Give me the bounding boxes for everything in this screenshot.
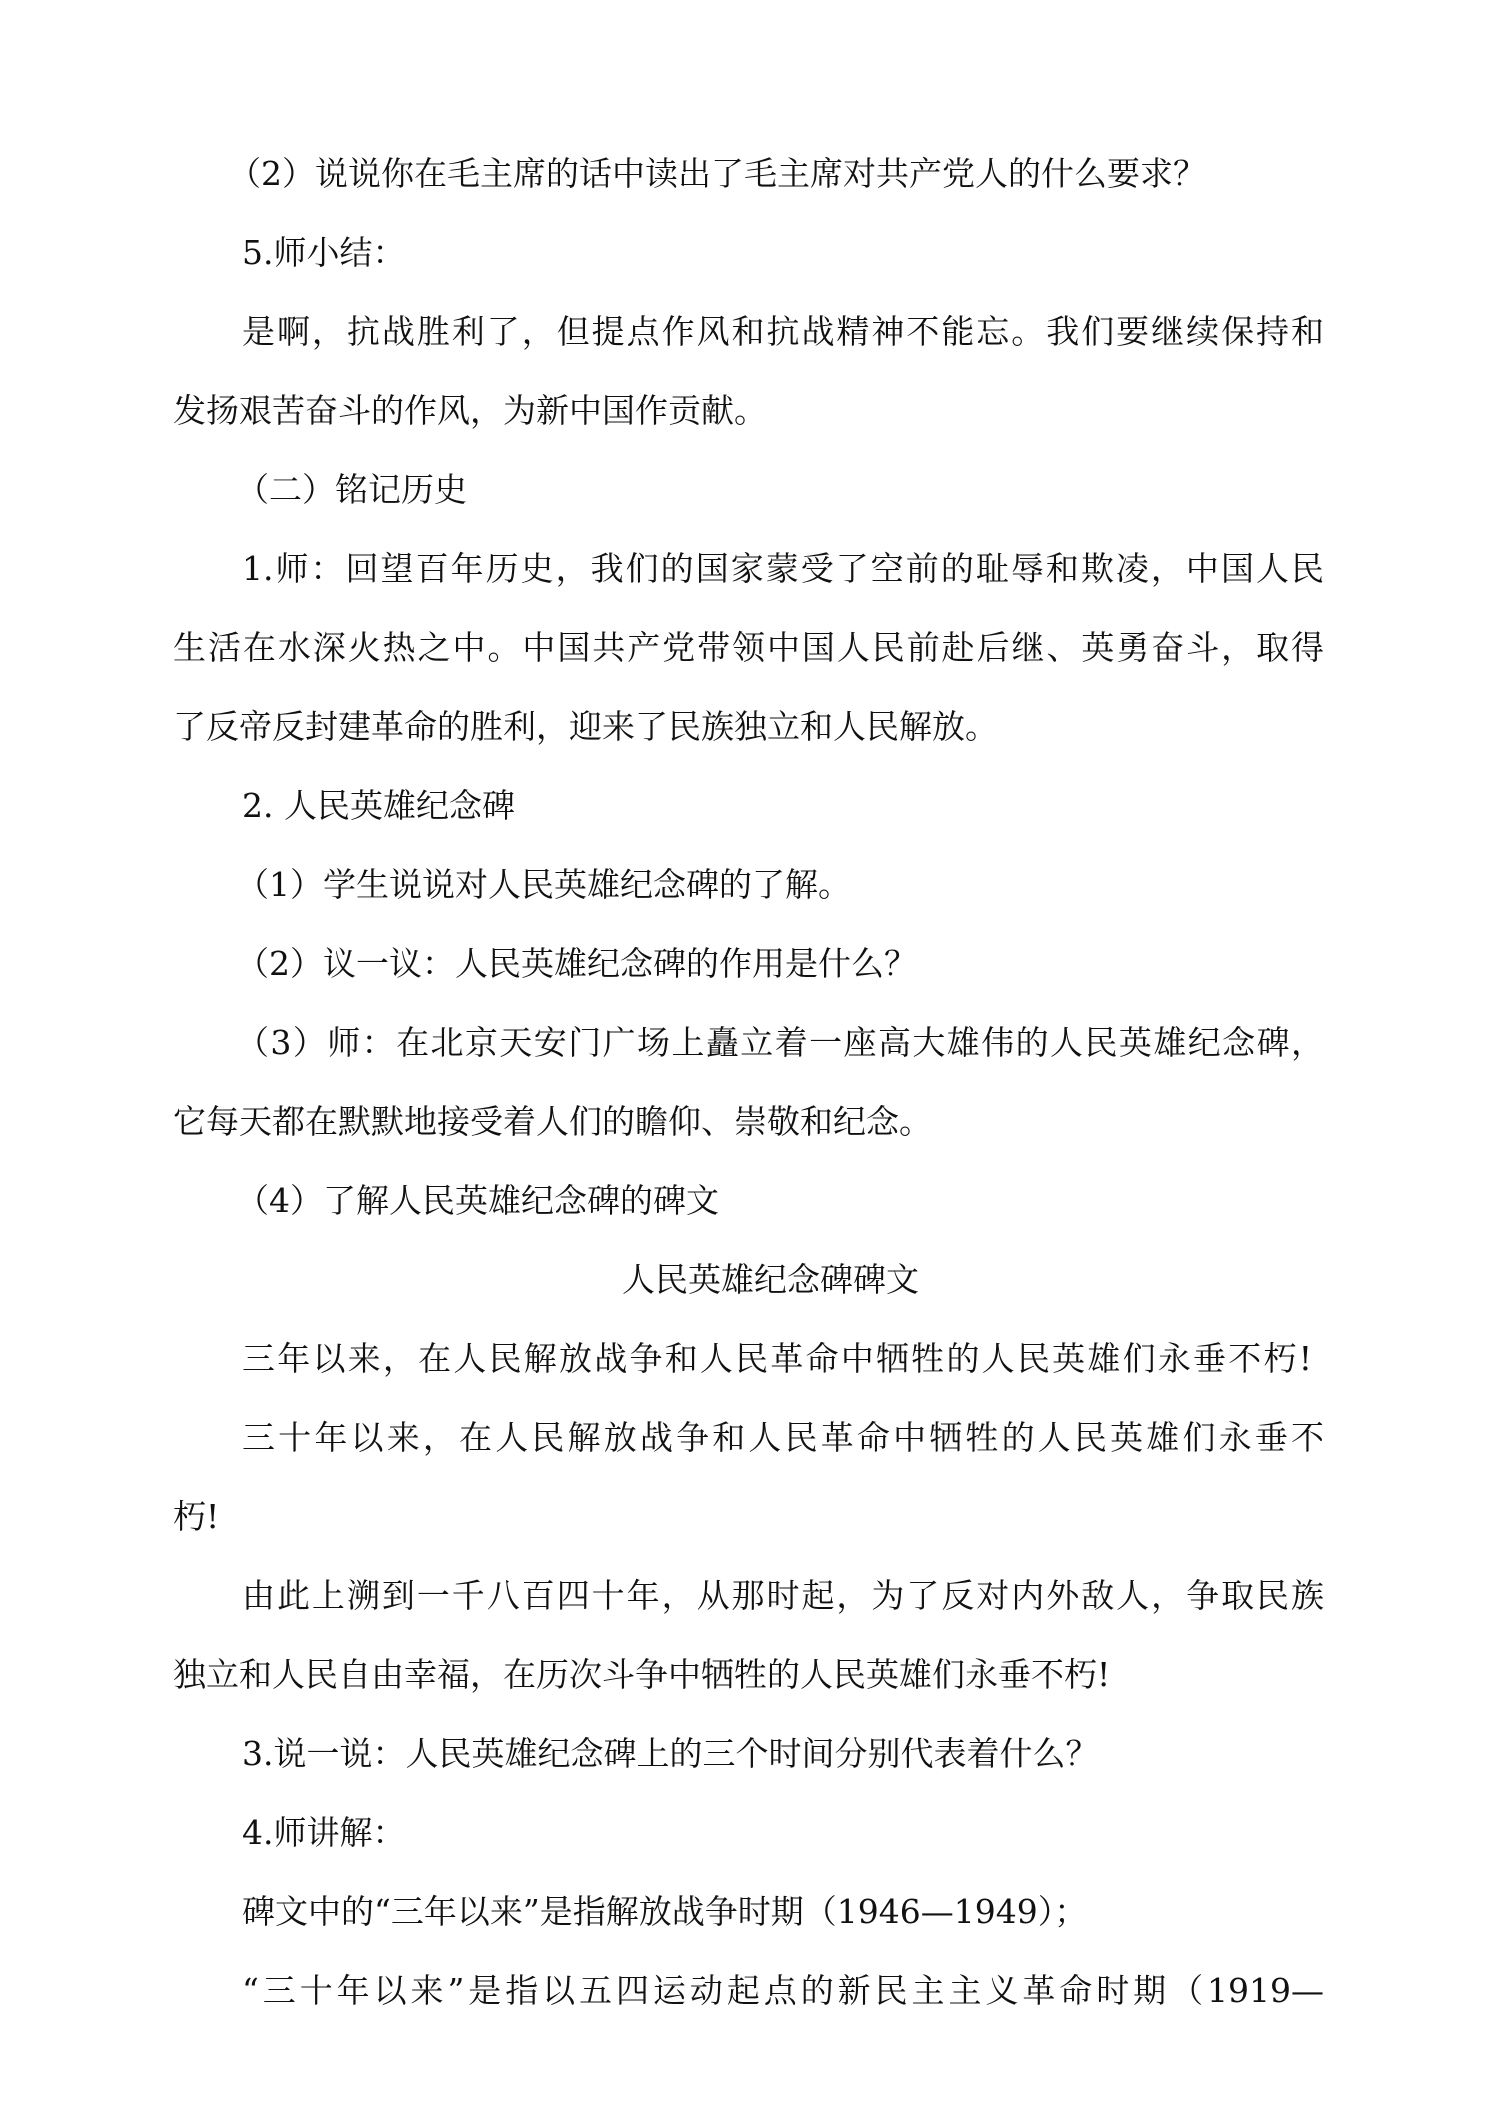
list-item: （2）议一议：人民英雄纪念碑的作用是什么？ (236, 944, 917, 983)
paragraph-line: 发扬艰苦奋斗的作风，为新中国作贡献。 (173, 391, 767, 430)
list-item: （3）师：在北京天安门广场上矗立着一座高大雄伟的人民英雄纪念碑， (236, 1023, 1324, 1062)
question-line: 3.说一说：人民英雄纪念碑上的三个时间分别代表着什么？ (242, 1734, 1099, 1773)
question-line: （2）说说你在毛主席的话中读出了毛主席对共产党人的什么要求？ (228, 154, 1206, 193)
inscription-line: 三年以来，在人民解放战争和人民革命中牺牲的人民英雄们永垂不朽! (242, 1339, 1312, 1378)
inscription-title: 人民英雄纪念碑碑文 (622, 1260, 919, 1299)
section-heading: （二）铭记历史 (236, 470, 467, 509)
paragraph-line: 是啊，抗战胜利了，但提点作风和抗战精神不能忘。我们要继续保持和 (242, 312, 1324, 351)
paragraph-line: 碑文中的“三年以来”是指解放战争时期（1946—1949）； (242, 1892, 1088, 1931)
subsection-heading: 2. 人民英雄纪念碑 (242, 786, 515, 825)
paragraph-line: 生活在水深火热之中。中国共产党带领中国人民前赴后继、英勇奋斗，取得 (173, 628, 1324, 667)
inscription-line: 由此上溯到一千八百四十年，从那时起，为了反对内外敌人，争取民族 (242, 1576, 1324, 1615)
paragraph-line: “三十年以来”是指以五四运动起点的新民主主义革命时期（1919— (242, 1971, 1324, 2010)
inscription-line: 独立和人民自由幸福，在历次斗争中牺牲的人民英雄们永垂不朽! (173, 1655, 1111, 1694)
teacher-summary-heading: 5.师小结： (242, 233, 406, 272)
inscription-line: 三十年以来，在人民解放战争和人民革命中牺牲的人民英雄们永垂不 (242, 1418, 1324, 1457)
paragraph-line: 了反帝反封建革命的胜利，迎来了民族独立和人民解放。 (173, 707, 998, 746)
paragraph-line: 1.师：回望百年历史，我们的国家蒙受了空前的耻辱和欺凌，中国人民 (242, 549, 1324, 588)
teacher-explanation-heading: 4.师讲解： (242, 1813, 406, 1852)
inscription-line: 朽! (173, 1497, 220, 1536)
paragraph-line: 它每天都在默默地接受着人们的瞻仰、崇敬和纪念。 (173, 1102, 932, 1141)
list-item: （4）了解人民英雄纪念碑的碑文 (236, 1181, 719, 1220)
list-item: （1）学生说说对人民英雄纪念碑的了解。 (236, 865, 851, 904)
